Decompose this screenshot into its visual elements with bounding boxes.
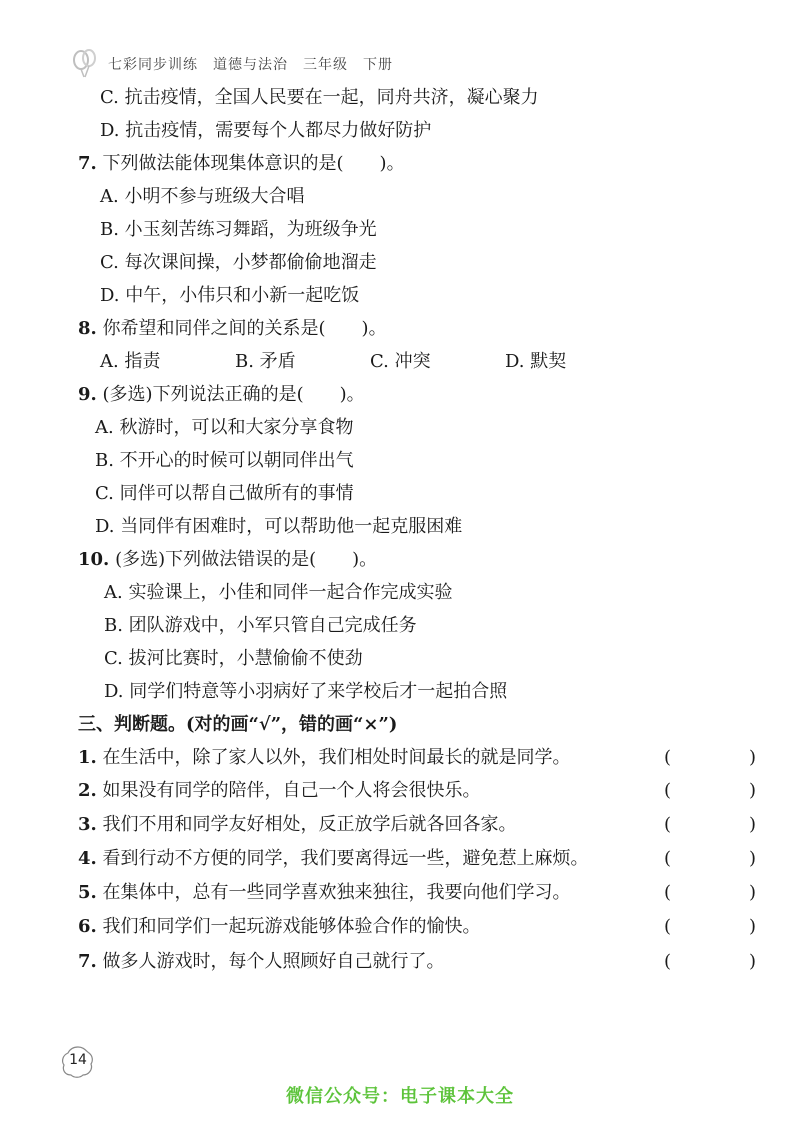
answer-blank[interactable]: ( ): [664, 882, 787, 903]
item-number: 7.: [78, 951, 97, 972]
answer-blank[interactable]: ( ): [664, 814, 787, 835]
page-header: [72, 46, 672, 82]
q10-option-c: C. 拔河比赛时，小慧偷偷不使劲: [104, 648, 363, 669]
balloon-logo-icon: [72, 49, 98, 79]
item-text: 在集体中，总有一些同学喜欢独来独往，我要向他们学习。: [102, 882, 571, 903]
item-text: 我们和同学们一起玩游戏能够体验合作的愉快。: [102, 916, 481, 937]
judge-item-3: [78, 813, 517, 837]
item-text: 看到行动不方便的同学，我们要离得远一些，避免惹上麻烦。: [102, 848, 589, 869]
item-text: 我们不用和同学友好相处，反正放学后就各回各家。: [102, 814, 517, 835]
q7-option-c: C. 每次课间操，小梦都偷偷地溜走: [100, 252, 377, 273]
q7-option-b: B. 小玉刻苦练习舞蹈，为班级争光: [100, 219, 377, 240]
q8-options: [100, 350, 640, 374]
q9-option-a: A. 秋游时，可以和大家分享食物: [95, 417, 354, 438]
q8-option-a: A. 指责: [100, 351, 161, 372]
question-8: [78, 317, 387, 341]
q6-option-c: C. 抗击疫情，全国人民要在一起，同舟共济，凝心聚力: [100, 87, 539, 108]
q9-option-c: C. 同伴可以帮自己做所有的事情: [95, 483, 354, 504]
item-number: 4.: [78, 848, 97, 869]
q7-option-a: A. 小明不参与班级大合唱: [100, 186, 305, 207]
question-number: 8.: [78, 318, 97, 339]
question-9: [78, 383, 365, 407]
judge-item-7: [78, 950, 445, 974]
footer-watermark: 微信公众号：电子课本大全: [286, 1086, 514, 1107]
judge-item-2: [78, 779, 481, 803]
item-number: 6.: [78, 916, 97, 937]
q7-option-d: D. 中午，小伟只和小新一起吃饭: [100, 285, 360, 306]
answer-blank[interactable]: ( ): [664, 848, 787, 869]
q10-option-b: B. 团队游戏中，小军只管自己完成任务: [104, 615, 417, 636]
q10-option-a: A. 实验课上，小佳和同伴一起合作完成实验: [104, 582, 453, 603]
question-stem: (多选)下列做法错误的是( )。: [115, 549, 378, 570]
item-number: 5.: [78, 882, 97, 903]
judge-item-6: [78, 915, 481, 939]
answer-blank[interactable]: ( ): [664, 951, 787, 972]
q8-option-c: C. 冲突: [370, 351, 431, 372]
question-10: [78, 548, 377, 572]
item-text: 在生活中，除了家人以外，我们相处时间最长的就是同学。: [102, 747, 571, 768]
q10-option-d: D. 同学们特意等小羽病好了来学校后才一起拍合照: [104, 681, 508, 702]
question-7: [78, 152, 405, 176]
judge-item-5: [78, 881, 571, 905]
item-number: 2.: [78, 780, 97, 801]
question-stem: 你希望和同伴之间的关系是( )。: [102, 318, 387, 339]
question-number: 9.: [78, 384, 97, 405]
item-number: 1.: [78, 747, 97, 768]
header-title: 七彩同步训练 道德与法治 三年级 下册: [108, 57, 393, 73]
answer-blank[interactable]: ( ): [664, 780, 787, 801]
item-text: 如果没有同学的陪伴，自己一个人将会很快乐。: [102, 780, 481, 801]
q9-option-b: B. 不开心的时候可以朝同伴出气: [95, 450, 354, 471]
question-stem: (多选)下列说法正确的是( )。: [102, 384, 365, 405]
item-text: 做多人游戏时，每个人照顾好自己就行了。: [102, 951, 445, 972]
question-number: 7.: [78, 153, 97, 174]
q8-option-d: D. 默契: [505, 351, 567, 372]
item-number: 3.: [78, 814, 97, 835]
answer-blank[interactable]: ( ): [664, 747, 787, 768]
q8-option-b: B. 矛盾: [235, 351, 296, 372]
judge-item-1: [78, 746, 571, 770]
answer-blank[interactable]: ( ): [664, 916, 787, 937]
question-number: 10.: [78, 549, 110, 570]
q6-option-d: D. 抗击疫情，需要每个人都尽力做好防护: [100, 120, 432, 141]
page-number: 14: [69, 1052, 87, 1068]
section-3-title: 三、判断题。(对的画“√”，错的画“×”): [78, 714, 398, 735]
question-stem: 下列做法能体现集体意识的是( )。: [102, 153, 405, 174]
q9-option-d: D. 当同伴有困难时，可以帮助他一起克服困难: [95, 516, 463, 537]
judge-item-4: [78, 847, 589, 871]
